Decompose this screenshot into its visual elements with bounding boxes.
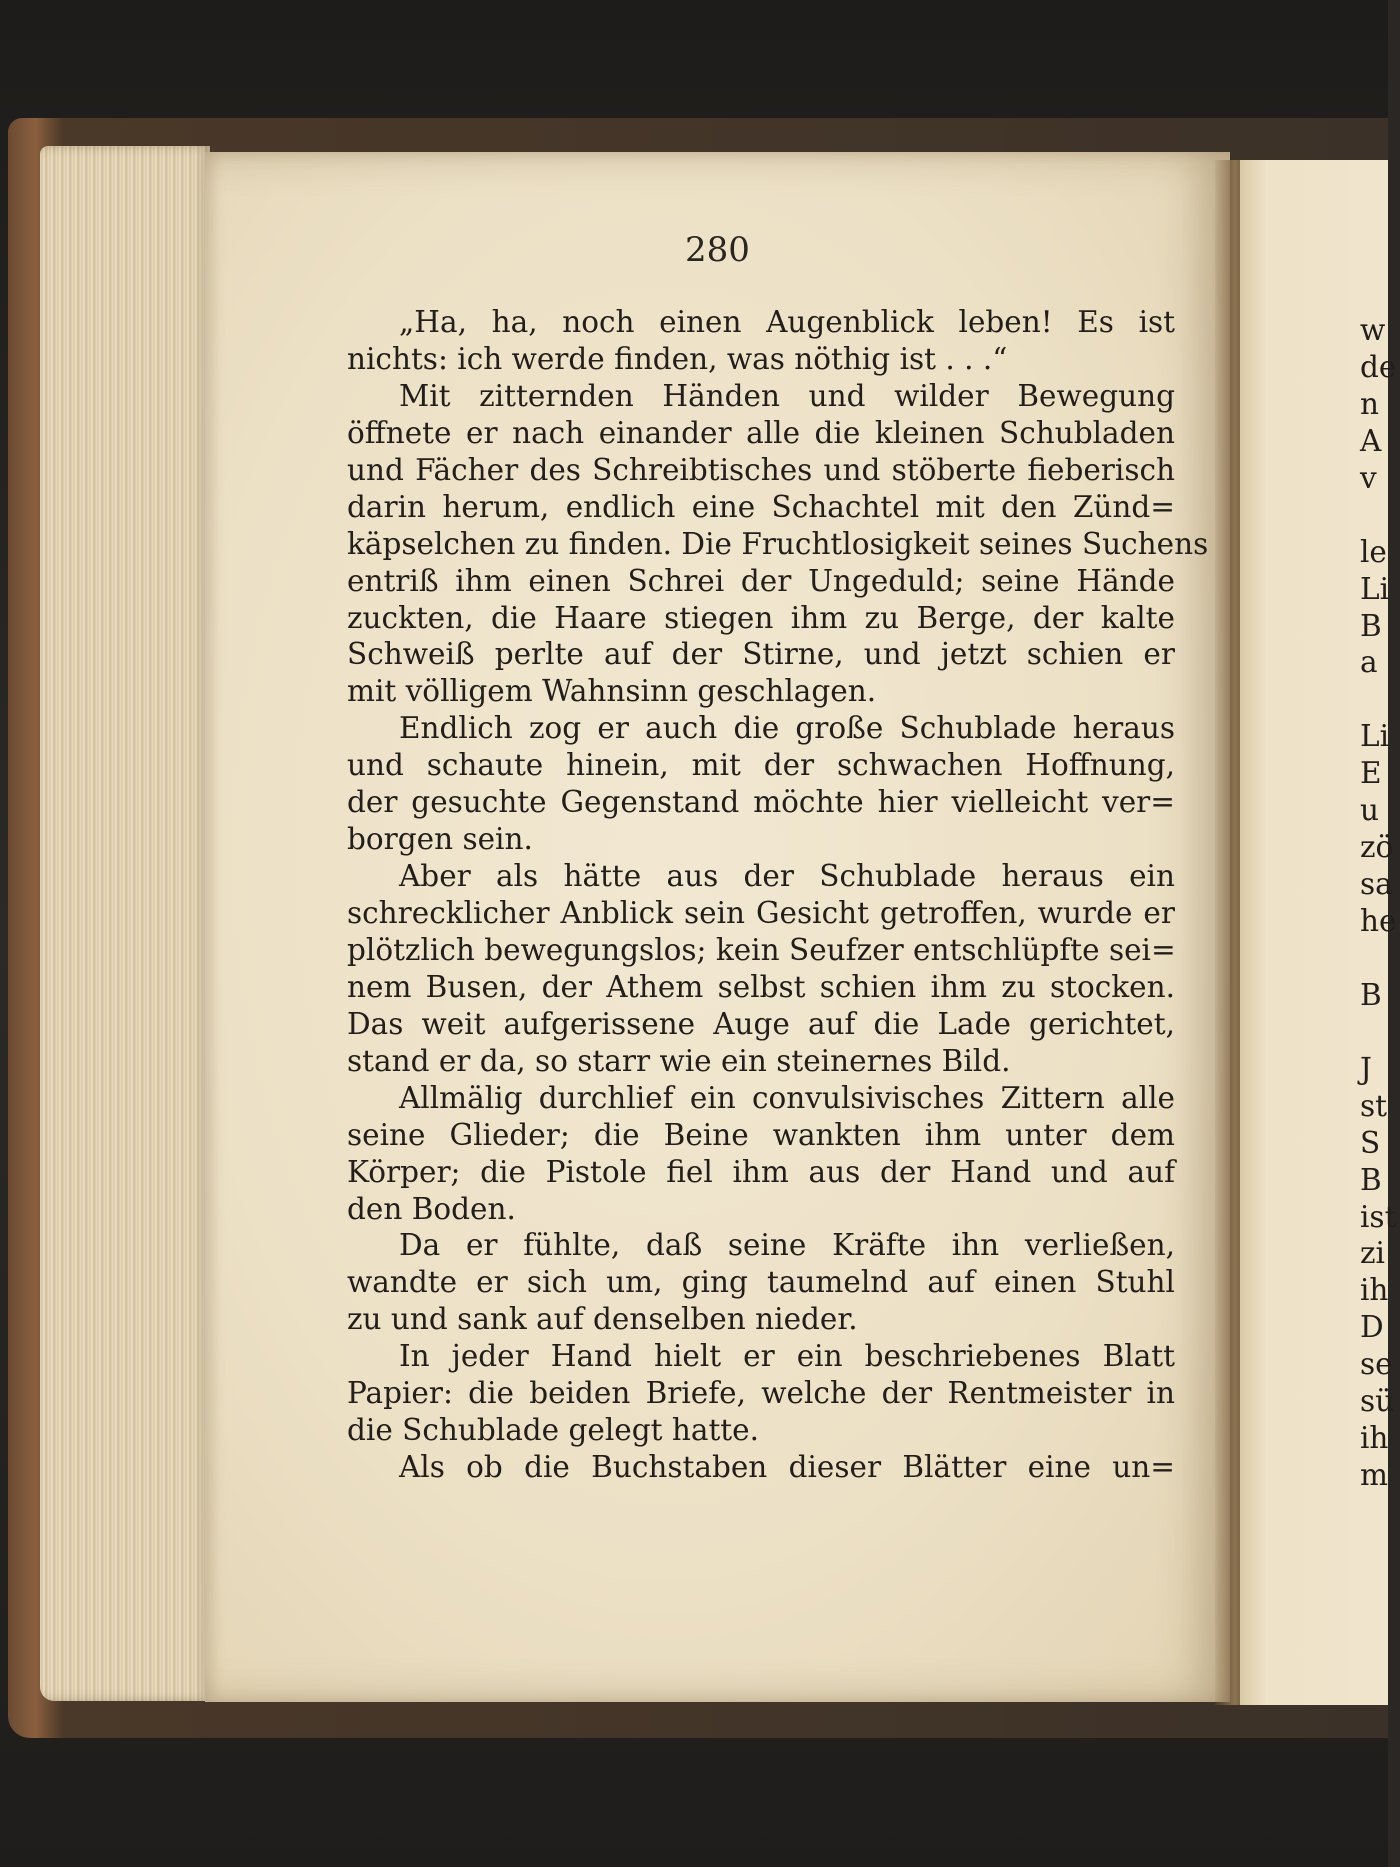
facing-page-line-fragment: D: [1360, 1310, 1384, 1345]
text-line: nichts: ich werde finden, was nöthig ist . . .“: [347, 341, 1008, 376]
facing-page-line-fragment: [1360, 681, 1400, 718]
text-line: darin herum, endlich eine Schachtel mit den Zünd=: [347, 489, 1175, 524]
facing-page-line-fragment: B: [1360, 977, 1382, 1012]
facing-page-line-fragment: B: [1360, 608, 1382, 643]
text-block: [347, 304, 1209, 1486]
text-line: zu und sank auf denselben nieder.: [347, 1302, 858, 1337]
facing-page-line-fragment: a: [1360, 645, 1378, 680]
text-line: öffnete er nach einander alle die kleinen Schubladen: [347, 415, 1175, 450]
facing-page-text: [1360, 312, 1400, 1494]
text-line: Körper; die Pistole fiel ihm aus der Hand und auf: [347, 1154, 1175, 1189]
facing-page-line-fragment: [1360, 1014, 1400, 1051]
text-line: zuckten, die Haare stiegen ihm zu Berge, der kalte: [347, 600, 1175, 635]
facing-page-line-fragment: st: [1360, 1088, 1387, 1123]
facing-page-line-fragment: [1360, 497, 1400, 534]
facing-page-line-fragment: ih: [1360, 1421, 1389, 1456]
facing-page-line-fragment: w: [1360, 313, 1386, 347]
text-line: nem Busen, der Athem selbst schien ihm zu stocken.: [347, 969, 1175, 1004]
text-line: Schweiß perlte auf der Stirne, und jetzt schien er: [347, 637, 1175, 672]
text-line: und schaute hinein, mit der schwachen Hoffnung,: [347, 748, 1175, 783]
text-line: Allmälig durchlief ein convulsivisches Zittern alle: [399, 1080, 1175, 1115]
facing-page-line-fragment: A: [1360, 423, 1382, 458]
facing-page-line-fragment: de: [1360, 349, 1397, 384]
facing-page-line-fragment: Li: [1360, 719, 1390, 754]
facing-page-line-fragment: S: [1360, 1125, 1381, 1160]
facing-page-line-fragment: n: [1360, 386, 1379, 421]
text-line: Als ob die Buchstaben dieser Blätter eine un=: [399, 1450, 1175, 1485]
text-line: borgen sein.: [347, 822, 533, 857]
text-line: der gesuchte Gegenstand möchte hier vielleicht ver=: [347, 785, 1175, 820]
text-line: schrecklicher Anblick sein Gesicht getroffen, wurde er: [347, 896, 1175, 930]
text-line: „Ha, ha, noch einen Augenblick leben! Es ist: [399, 305, 1175, 339]
facing-page-line-fragment: le: [1360, 534, 1387, 569]
text-line: stand er da, so starr wie ein steinernes Bild.: [347, 1043, 1011, 1078]
text-line: Aber als hätte aus der Schublade heraus ein: [399, 859, 1175, 894]
text-line: plötzlich bewegungslos; kein Seufzer entschlüpfte sei=: [347, 932, 1176, 967]
text-line: den Boden.: [347, 1191, 516, 1226]
text-line: entriß ihm einen Schrei der Ungeduld; seine Hände: [347, 563, 1175, 598]
facing-page-line-fragment: m: [1360, 1458, 1388, 1493]
facing-page-line-fragment: ih: [1360, 1273, 1389, 1308]
text-line: käpselchen zu finden. Die Fruchtlosigkeit seines Suchens: [347, 526, 1209, 561]
facing-page-line-fragment: ist: [1360, 1199, 1397, 1234]
facing-page-line-fragment: E: [1360, 756, 1382, 791]
text-line: Endlich zog er auch die große Schublade heraus: [399, 711, 1175, 746]
facing-page: [1240, 160, 1397, 1705]
left-page: [205, 152, 1230, 1702]
text-line: Mit zitternden Händen und wilder Bewegung: [399, 378, 1175, 413]
facing-page-line-fragment: sü: [1360, 1384, 1395, 1419]
text-line: mit völligem Wahnsinn geschlagen.: [347, 674, 877, 709]
text-line: seine Glieder; die Beine wankten ihm unter dem: [347, 1117, 1175, 1152]
facing-page-line-fragment: v: [1360, 460, 1377, 495]
text-line: die Schublade gelegt hatte.: [347, 1413, 759, 1448]
facing-page-line-fragment: [1360, 940, 1400, 977]
text-line: Da er fühlte, daß seine Kräfte ihn verließen,: [399, 1228, 1175, 1263]
text-line: Das weit aufgerissene Auge auf die Lade gerichtet,: [347, 1006, 1175, 1041]
text-line: In jeder Hand hielt er ein beschriebenes Blatt: [399, 1339, 1175, 1374]
text-line: und Fächer des Schreibtisches und stöberte fieberisch: [347, 452, 1175, 487]
facing-page-line-fragment: sa: [1360, 867, 1393, 902]
facing-page-line-fragment: zi: [1360, 1236, 1385, 1271]
page-edges: [40, 146, 210, 1701]
text-line: wandte er sich um, ging taumelnd auf einen Stuhl: [347, 1265, 1175, 1300]
facing-page-line-fragment: J: [1360, 1051, 1372, 1086]
page-number: 280: [685, 230, 750, 270]
text-line: Papier: die beiden Briefe, welche der Rentmeister in: [347, 1376, 1175, 1411]
facing-page-line-fragment: B: [1360, 1162, 1382, 1197]
facing-page-line-fragment: zö: [1360, 830, 1394, 865]
facing-page-line-fragment: he: [1360, 904, 1397, 938]
facing-page-line-fragment: se: [1360, 1347, 1393, 1382]
facing-page-line-fragment: u: [1360, 793, 1379, 828]
facing-page-line-fragment: Li: [1360, 571, 1390, 606]
